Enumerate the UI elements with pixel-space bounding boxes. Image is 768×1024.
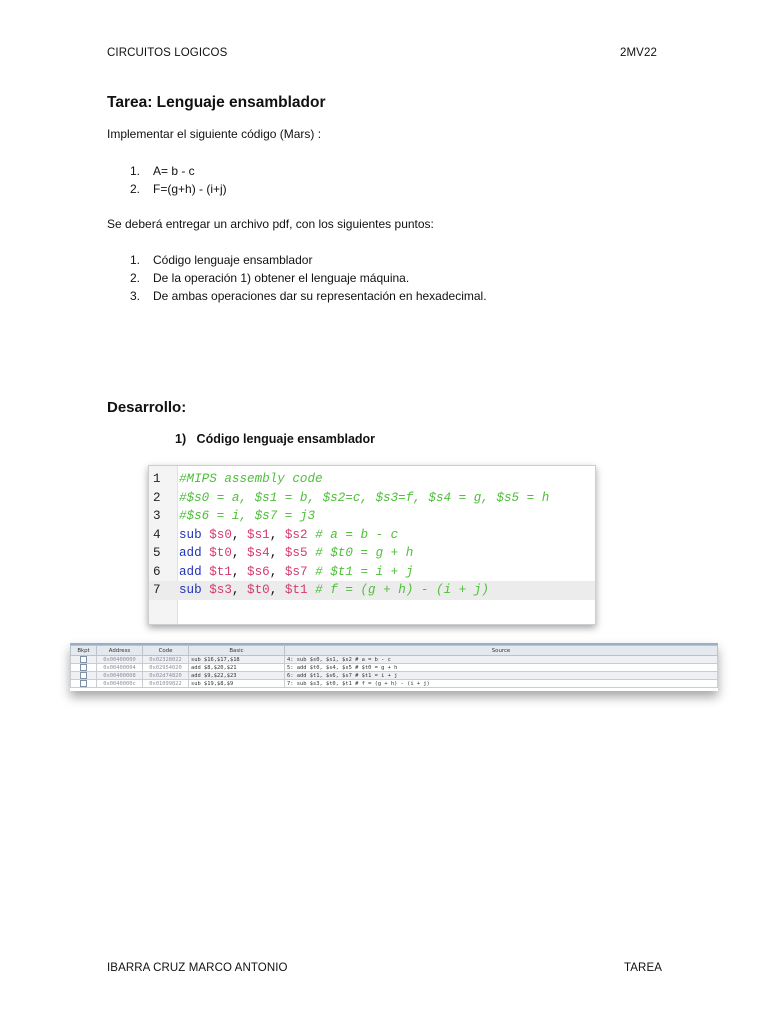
code-punct: , [269,527,285,542]
list-item: 3. De ambas operaciones dar su representación en hexadecimal. [130,289,487,303]
code-comment: # $t0 = g + h [307,546,414,560]
text-segment-panel [70,643,718,691]
header-group: 2MV22 [620,47,657,59]
task-intro: Implementar el siguiente código (Mars) : [107,127,322,141]
breakpoint-cell [71,664,97,672]
code-line [149,526,595,545]
code-register: $s5 [284,546,308,560]
code-cell: 0x02d74820 [143,672,189,680]
basic-cell: add $9,$22,$23 [189,672,285,680]
code-register: $t1 [209,564,232,579]
code-keyword: sub [179,527,210,542]
line-number: 5 [153,546,161,560]
code-register: $s7 [284,564,308,579]
text-segment-body [71,656,718,688]
code-line [149,470,595,489]
code-punct: , [231,564,248,579]
code-comment: # f = (g + h) - (i + j) [307,583,489,597]
line-number: 7 [153,583,161,597]
list-item: 1. A= b - c [130,164,195,178]
footer-label: TAREA [624,962,662,974]
source-cell: 7: sub $s3, $t0, $t1 # f = (g + h) - (i + j) [285,680,718,688]
list-item: 2. De la operación 1) obtener el lenguaje máquina. [130,271,410,285]
code-comment: #MIPS assembly code [179,472,323,486]
breakpoint-checkbox[interactable] [80,664,87,671]
code-register: $s6 [247,564,270,579]
column-header: Code [143,646,189,656]
table-row [71,680,718,688]
code-keyword: add [179,546,210,560]
code-register: $s0 [209,527,232,542]
code-line [149,544,595,563]
text-segment-table [70,645,718,688]
breakpoint-cell [71,656,97,664]
breakpoint-cell [71,680,97,688]
table-header-row [71,646,718,656]
development-subtitle: 1) Código lenguaje ensamblador [175,432,376,446]
code-comment: #$s6 = i, $s7 = j3 [179,509,316,523]
code-keyword: sub [179,583,210,597]
code-text [179,507,315,526]
code-register: $s1 [247,527,270,542]
task-title: Tarea: Lenguaje ensamblador [107,94,326,111]
code-line [149,507,595,526]
breakpoint-cell [71,672,97,680]
code-cell: 0x02328022 [143,656,189,664]
address-cell: 0x00400004 [97,664,143,672]
code-keyword: add [179,564,210,579]
code-punct: , [231,583,248,597]
code-punct: , [269,546,285,560]
deliver-list [130,251,487,305]
line-number: 4 [153,527,161,542]
code-comment: # $t1 = i + j [307,564,414,579]
code-register: $t0 [209,546,232,560]
code-text [179,526,398,545]
source-cell: 6: add $t1, $s6, $s7 # $t1 = i + j [285,672,718,680]
code-register: $s3 [209,583,232,597]
development-title: Desarrollo: [107,399,187,416]
column-header: Source [285,646,718,656]
code-text [179,470,323,489]
code-punct: , [231,527,248,542]
code-register: $t0 [247,583,270,597]
source-cell: 5: add $t0, $s4, $s5 # $t0 = g + h [285,664,718,672]
deliver-intro: Se deberá entregar un archivo pdf, con los siguientes puntos: [107,217,434,231]
line-number: 3 [153,509,161,523]
code-line [149,563,595,582]
table-row [71,656,718,664]
table-row [71,672,718,680]
address-cell: 0x0040000c [97,680,143,688]
code-register: $s4 [247,546,270,560]
task-list [130,162,227,198]
code-editor [148,465,596,625]
column-header: Bkpt [71,646,97,656]
code-punct: , [269,564,285,579]
code-cell: 0x01099822 [143,680,189,688]
code-line [149,581,595,600]
code-comment: # a = b - c [307,527,399,542]
line-number: 6 [153,564,161,579]
code-punct: , [231,546,248,560]
column-header: Basic [189,646,285,656]
code-line [149,489,595,508]
code-comment: #$s0 = a, $s1 = b, $s2=c, $s3=f, $s4 = g, $s5 = h [179,490,550,505]
column-header: Address [97,646,143,656]
source-cell: 4: sub $s0, $s1, $s2 # a = b - c [285,656,718,664]
code-text [179,544,413,563]
basic-cell: sub $16,$17,$18 [189,656,285,664]
list-item: 2. F=(g+h) - (i+j) [130,182,227,196]
code-text [179,581,489,600]
address-cell: 0x00400000 [97,656,143,664]
basic-cell: add $8,$20,$21 [189,664,285,672]
line-number: 1 [153,472,161,486]
header-course: CIRCUITOS LOGICOS [107,47,228,59]
code-text [179,489,549,508]
breakpoint-checkbox[interactable] [80,656,87,663]
code-cell: 0x02954020 [143,664,189,672]
list-item: 1. Código lenguaje ensamblador [130,253,313,267]
footer-author: IBARRA CRUZ MARCO ANTONIO [107,962,288,974]
address-cell: 0x00400008 [97,672,143,680]
line-number: 2 [153,490,161,505]
code-text [179,563,413,582]
table-row [71,664,718,672]
basic-cell: sub $19,$8,$9 [189,680,285,688]
code-register: $t1 [284,583,308,597]
code-register: $s2 [284,527,308,542]
code-punct: , [269,583,285,597]
breakpoint-checkbox[interactable] [80,672,87,679]
breakpoint-checkbox[interactable] [80,680,87,687]
